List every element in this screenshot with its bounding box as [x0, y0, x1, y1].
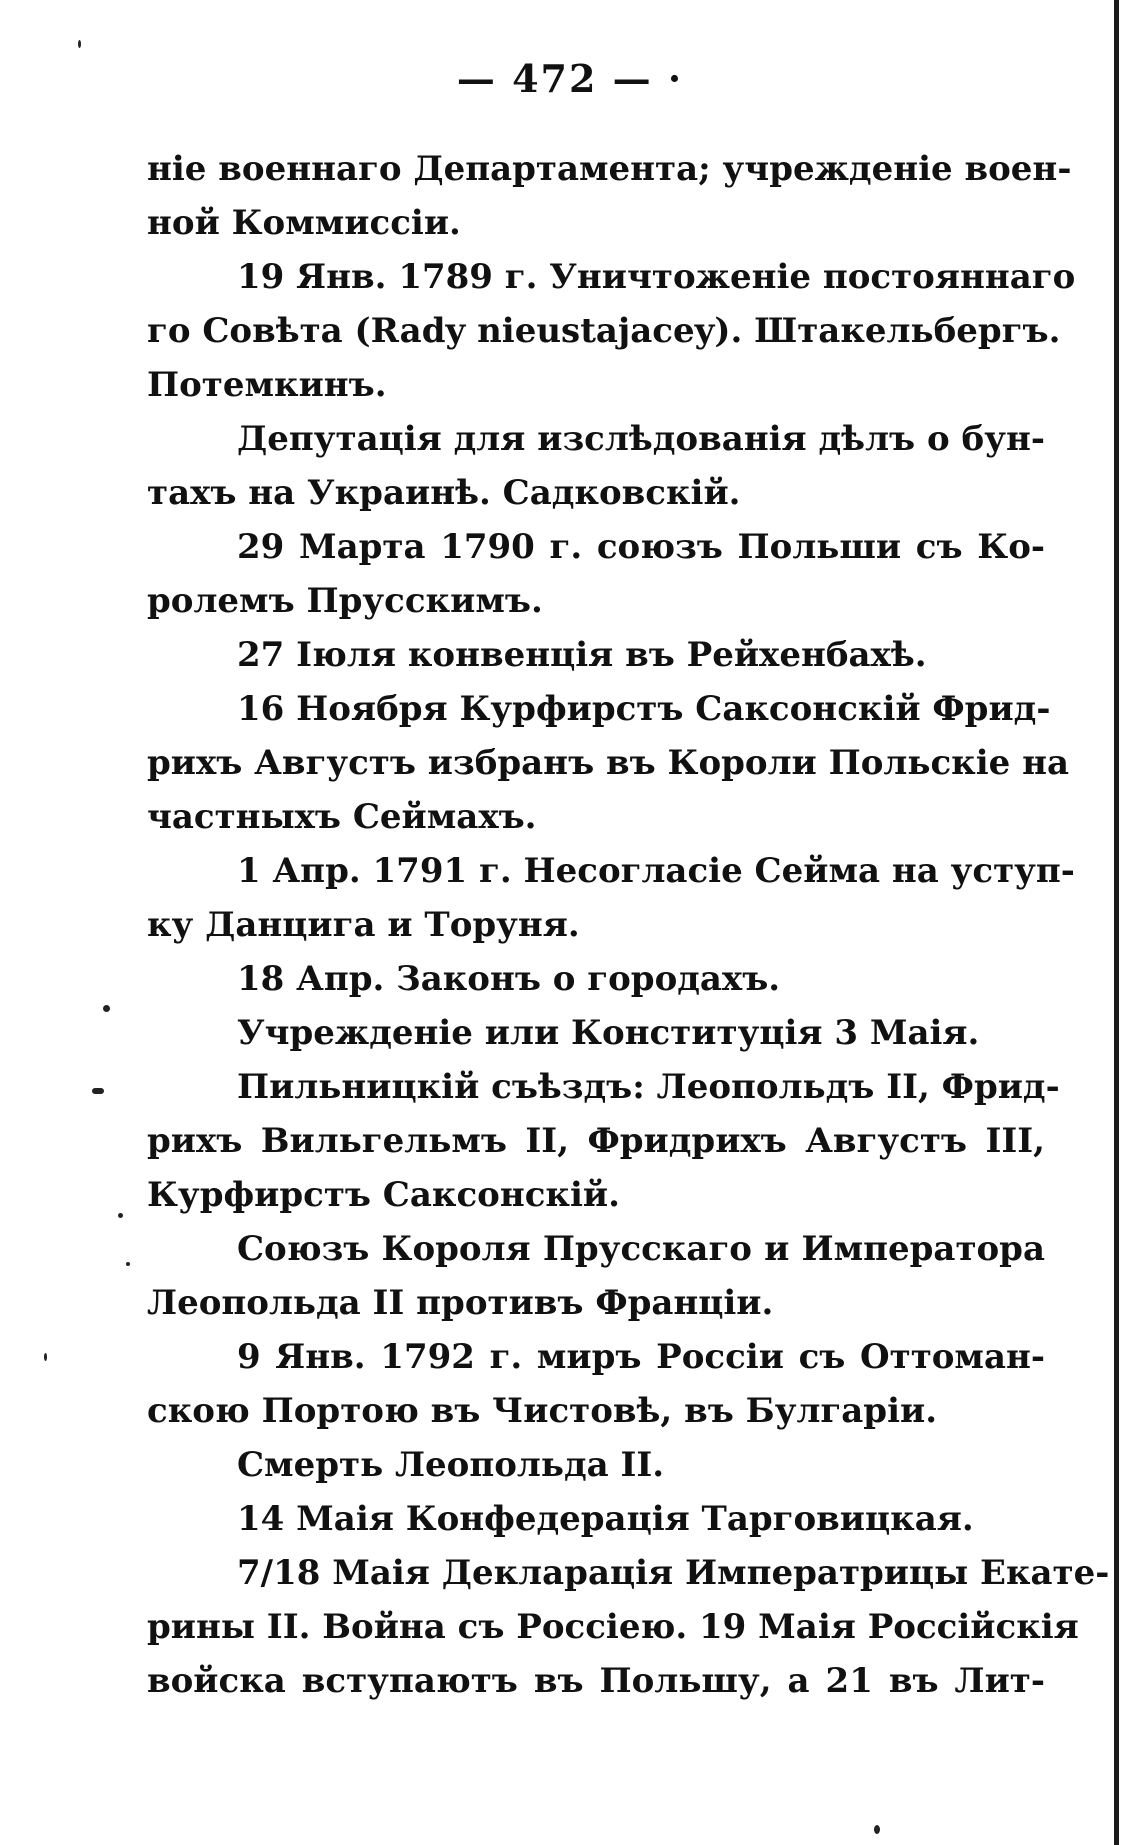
text-line: Леопольда II противъ Франціи.: [147, 1283, 774, 1323]
scan-speck: [874, 1825, 880, 1834]
scan-speck: [118, 1213, 123, 1218]
text-line: ніе военнаго Департамента; учрежденіе воен-: [147, 149, 1072, 189]
text-line: тахъ на Украинѣ. Садковскій.: [147, 473, 741, 513]
text-line: 14 Маія Конфедерація Тарговицкая.: [237, 1499, 974, 1539]
text-line: Учрежденіе или Конституція 3 Маія.: [237, 1013, 980, 1053]
text-line: Курфирстъ Саксонскій.: [147, 1175, 620, 1215]
text-line: ной Коммиссіи.: [147, 203, 461, 243]
text-line: Пильницкій съѣздъ: Леопольдъ II, Фрид-: [237, 1067, 1060, 1107]
text-line: ку Данцига и Торуня.: [147, 905, 580, 945]
text-line: скою Портою въ Чистовѣ, въ Булгаріи.: [147, 1391, 938, 1431]
text-line: 7/18 Маія Декларація Императрицы Екате-: [237, 1553, 1110, 1593]
page-body-text: [147, 142, 1110, 1708]
text-line: Депутація для изслѣдованія дѣлъ о бун-: [237, 419, 1045, 459]
text-line: Союзъ Короля Прусскаго и Императора: [237, 1229, 1045, 1269]
text-line: ролемъ Прусскимъ.: [147, 581, 543, 621]
text-line: 29 Марта 1790 г. союзъ Польши съ Ко-: [237, 527, 1045, 567]
text-line: рины II. Война съ Россіею. 19 Маія Россійскія: [147, 1607, 1079, 1647]
text-line: го Совѣта (Rady nieustajacey). Штакельбергъ.: [147, 311, 1061, 351]
scan-speck: [78, 40, 81, 48]
text-line: 18 Апр. Законъ о городахъ.: [237, 959, 781, 999]
page-number-header: — 472 — ·: [456, 56, 684, 101]
text-line: рихъ Вильгельмъ II, Фридрихъ Августъ III,: [147, 1121, 1045, 1161]
scan-speck: [92, 1088, 104, 1094]
text-line: 19 Янв. 1789 г. Уничтоженіе постояннаго: [237, 257, 1076, 297]
scan-speck: [126, 1262, 130, 1266]
text-line: 9 Янв. 1792 г. миръ Россіи съ Оттоман-: [237, 1337, 1045, 1377]
scan-speck: [103, 1005, 110, 1012]
text-line: Смерть Леопольда II.: [237, 1445, 665, 1485]
text-line: 27 Іюля конвенція въ Рейхенбахѣ.: [237, 635, 927, 675]
text-line: частныхъ Сеймахъ.: [147, 797, 537, 837]
text-line: войска вступаютъ въ Польшу, а 21 въ Лит-: [147, 1661, 1045, 1701]
text-line: 16 Ноября Курфирстъ Саксонскій Фрид-: [237, 689, 1051, 729]
scan-speck: [44, 1353, 47, 1361]
text-line: Потемкинъ.: [147, 365, 387, 405]
page-edge-rule: [1114, 0, 1119, 1845]
text-line: рихъ Августъ избранъ въ Короли Польскіе на: [147, 743, 1070, 783]
text-line: 1 Апр. 1791 г. Несогласіе Сейма на уступ-: [237, 851, 1075, 891]
